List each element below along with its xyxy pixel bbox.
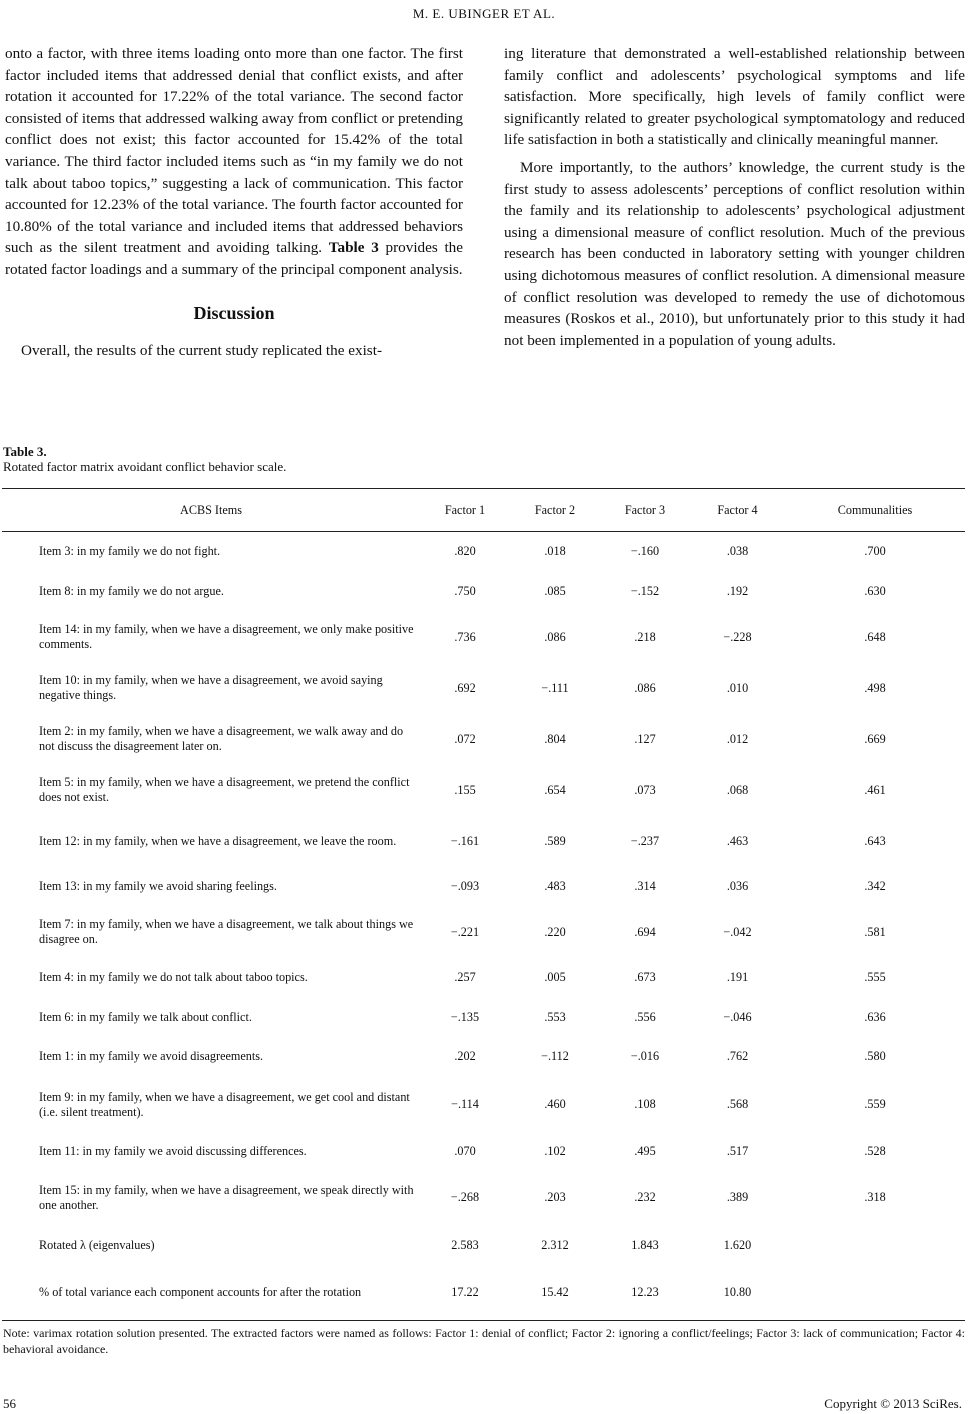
value-cell: 1.843 [631,1238,659,1252]
value-cell: .581 [864,924,886,939]
item-label-cell: Item 7: in my family, when we have a disagreement, we talk about things we disagree on. [39,917,414,946]
item-label-cell: Item 12: in my family, when we have a disagreement, we leave the room. [39,833,397,848]
value-cell: .555 [864,970,886,984]
table-row [2,714,965,765]
value-cell: .102 [544,1144,566,1158]
item-label-cell: Item 8: in my family we do not argue. [39,584,224,598]
value-cell: .070 [454,1144,476,1158]
table-header-row [2,489,965,532]
value-cell: .460 [544,1097,566,1111]
item-label-cell: Item 11: in my family we avoid discussing differences. [39,1144,307,1158]
column-header: Factor 3 [600,489,690,532]
value-cell: −.268 [450,1190,480,1204]
table-row [2,663,965,714]
value-cell: .068 [726,782,749,797]
discussion-paragraph-continued: ing literature that demonstrated a well-established relationship between family conflict and adolescents’ psychological symptoms and life satisfaction. More specifically, high levels of family conflict were significantly related to greater psychological symptomatology and reduced life satisfaction in both a statistically and clinically meaningful manner. [504,45,965,149]
value-cell: .495 [634,1144,656,1158]
value-cell: .463 [726,833,749,848]
value-cell: .155 [454,782,476,797]
table-row [2,998,965,1038]
column-header: Factor 2 [510,489,600,532]
value-cell: −.135 [450,1010,480,1024]
item-label-cell: Item 15: in my family, when we have a disagreement, we speak directly with one another. [39,1182,414,1212]
value-cell: .692 [454,680,476,695]
value-cell: .202 [454,1049,476,1063]
discussion-heading: Discussion [193,302,275,323]
value-cell: .072 [454,731,476,746]
table-row [2,867,965,907]
table-row [2,1170,965,1226]
value-cell: .257 [454,970,476,984]
value-cell: 15.42 [510,1266,600,1321]
table-row [2,1266,965,1321]
value-cell: 2.312 [541,1238,569,1252]
item-label-cell: Item 2: in my family, when we have a disagreement, we walk away and do not discuss the disagreement later on. [39,724,404,753]
value-cell: .654 [544,782,566,797]
results-paragraph: onto a factor, with three items loading onto more than one factor. The first factor included items that addressed denial that conflict exists, and after rotation it accounted for 17.22% of the total variance. The second factor consisted of items that addressed walking away from conflict or pretending conflict does not exist; this factor accounted for 15.42% of the total variance. The third factor included items such as “in my family we do not talk about taboo topics,” suggesting a lack of communication. This factor accounted for 12.23% of the total variance. The fourth factor accounted for 10.80% of the total variance and included items that addressed behaviors such as the silent treatment and avoiding talking. Table 3 provides the rotated factor loadings and a summary of the principal component analysis. [5,45,464,278]
value-cell: .108 [634,1097,656,1111]
value-cell: 1.620 [723,1238,752,1252]
item-label-cell: Item 6: in my family we talk about conflict. [39,1010,252,1024]
item-label-cell: Item 10: in my family, when we have a disagreement, we avoid saying negative things. [39,673,383,702]
value-cell: .630 [864,584,886,598]
value-cell: −.160 [630,544,660,559]
value-cell: 12.23 [600,1266,690,1321]
value-cell: −.161 [450,833,480,848]
table-reference: Table 3 [328,239,379,257]
table-row [2,1134,965,1170]
value-cell: .517 [726,1144,749,1158]
value-cell: −.221 [450,924,480,939]
table-row [2,612,965,663]
value-cell: −.111 [541,680,569,695]
value-cell: −.016 [630,1049,660,1063]
value-cell: .010 [726,680,749,695]
column-header: ACBS Items [2,489,420,532]
value-cell: .038 [726,544,749,559]
value-cell: .191 [726,970,749,984]
table-caption [3,444,286,474]
item-label-cell: Rotated λ (eigenvalues) [39,1238,155,1252]
value-cell: .648 [864,629,886,644]
table-row [2,1076,965,1134]
value-cell: .127 [634,731,656,746]
table-row [2,816,965,867]
value-cell: 2.583 [451,1238,479,1252]
value-cell: .762 [726,1049,749,1063]
table-caption-text: Rotated factor matrix avoidant conflict behavior scale. [3,459,287,474]
item-label-cell: Item 4: in my family we do not talk about taboo topics. [39,970,308,984]
value-cell: .036 [726,879,749,893]
value-cell: −.152 [630,584,660,598]
value-cell: .461 [864,782,886,797]
value-cell: .203 [544,1190,566,1204]
value-cell: .643 [864,833,886,848]
value-cell: .314 [634,879,656,893]
value-cell: .005 [544,970,566,984]
value-cell: .750 [454,584,476,598]
value-cell: .218 [634,629,656,644]
value-cell: .232 [634,1190,656,1204]
table-row [2,572,965,612]
value-cell: .669 [864,731,886,746]
value-cell: .556 [634,1010,656,1024]
value-cell: .736 [454,629,476,644]
value-cell: 10.80 [690,1266,785,1321]
value-cell: .694 [634,924,656,939]
value-cell: −.046 [723,1010,752,1024]
column-header: Factor 4 [690,489,785,532]
item-label-cell: Item 13: in my family we avoid sharing feelings. [39,879,277,893]
value-cell: .073 [634,782,656,797]
value-cell: .192 [726,584,749,598]
value-cell: .580 [864,1049,886,1063]
running-header: M. E. UBINGER ET AL. [412,6,556,21]
value-cell: .389 [726,1190,749,1204]
value-cell: .700 [864,544,886,559]
value-cell: .673 [634,970,656,984]
table-row [2,1038,965,1076]
value-cell: .086 [634,680,656,695]
value-cell: .820 [454,544,476,559]
value-cell: .568 [726,1097,749,1111]
discussion-paragraph-2: More importantly, to the authors’ knowledge, the current study is the first study to assess adolescents’ perceptions of conflict resolution within the family and its relationship to adolescents’ psychological adjustment using a dimensional measure of conflict resolution. Much of the previous research has been conducted in laboratory setting with younger children using dichotomous measures of conflict resolution. A dimensional measure of conflict resolution was developed to remedy the use of dichotomous measures (Roskos et al., 2010), but unfortunately prior to this study it had not been implemented in a population of young adults. [504,158,965,349]
table-note: Note: varimax rotation solution presented. The extracted factors were named as follows: Factor 1: denial of conflict; Factor 2: ignoring a conflict/feelings; Factor 3: lack of communication; Factor 4: behavioral avoidance. [3,1326,965,1356]
value-cell: .804 [544,731,566,746]
value-cell: .483 [544,879,566,893]
item-label-cell: Item 14: in my family, when we have a disagreement, we only make positive comments. [39,622,414,651]
page-number: 56 [3,1396,16,1411]
value-cell [785,1226,965,1266]
copyright: Copyright © 2013 SciRes. [824,1396,962,1411]
value-cell: .086 [544,629,566,644]
value-cell: .559 [864,1097,886,1111]
value-cell: −.228 [723,629,752,644]
discussion-paragraph-start: Overall, the results of the current study replicated the exist- [21,342,382,360]
item-label-cell: Item 9: in my family, when we have a disagreement, we get cool and distant (i.e. silent treatment). [39,1089,410,1119]
value-cell: .589 [544,833,566,848]
table-row [2,907,965,958]
table-row [2,958,965,998]
value-cell: .018 [544,544,566,559]
table-row [2,1226,965,1266]
table-row [2,532,965,572]
column-header: Communalities [785,489,965,532]
item-label-cell: % of total variance each component accounts for after the rotation [2,1266,420,1321]
factor-matrix-table [2,488,965,1321]
table-row [2,765,965,816]
column-header: Factor 1 [420,489,510,532]
value-cell: −.114 [451,1097,479,1111]
value-cell: .528 [864,1144,886,1158]
value-cell: −.112 [541,1049,569,1063]
value-cell: .012 [726,731,749,746]
value-cell: .553 [544,1010,566,1024]
value-cell: −.237 [630,833,660,848]
item-label-cell: Item 1: in my family we avoid disagreements. [39,1049,264,1063]
table-label: Table 3. [3,444,47,459]
value-cell: −.042 [723,924,752,939]
value-cell: .498 [864,680,886,695]
left-column [5,43,463,362]
item-label-cell: Item 5: in my family, when we have a disagreement, we pretend the conflict does not exist. [39,775,410,804]
value-cell: .342 [864,879,886,893]
value-cell [785,1266,965,1321]
value-cell: .085 [544,584,566,598]
right-column [504,43,965,351]
value-cell: .318 [864,1190,886,1204]
value-cell: 17.22 [420,1266,510,1321]
value-cell: .220 [544,924,566,939]
value-cell: .636 [864,1010,886,1024]
item-label-cell: Item 3: in my family we do not fight. [39,544,221,559]
value-cell: −.093 [450,879,480,893]
